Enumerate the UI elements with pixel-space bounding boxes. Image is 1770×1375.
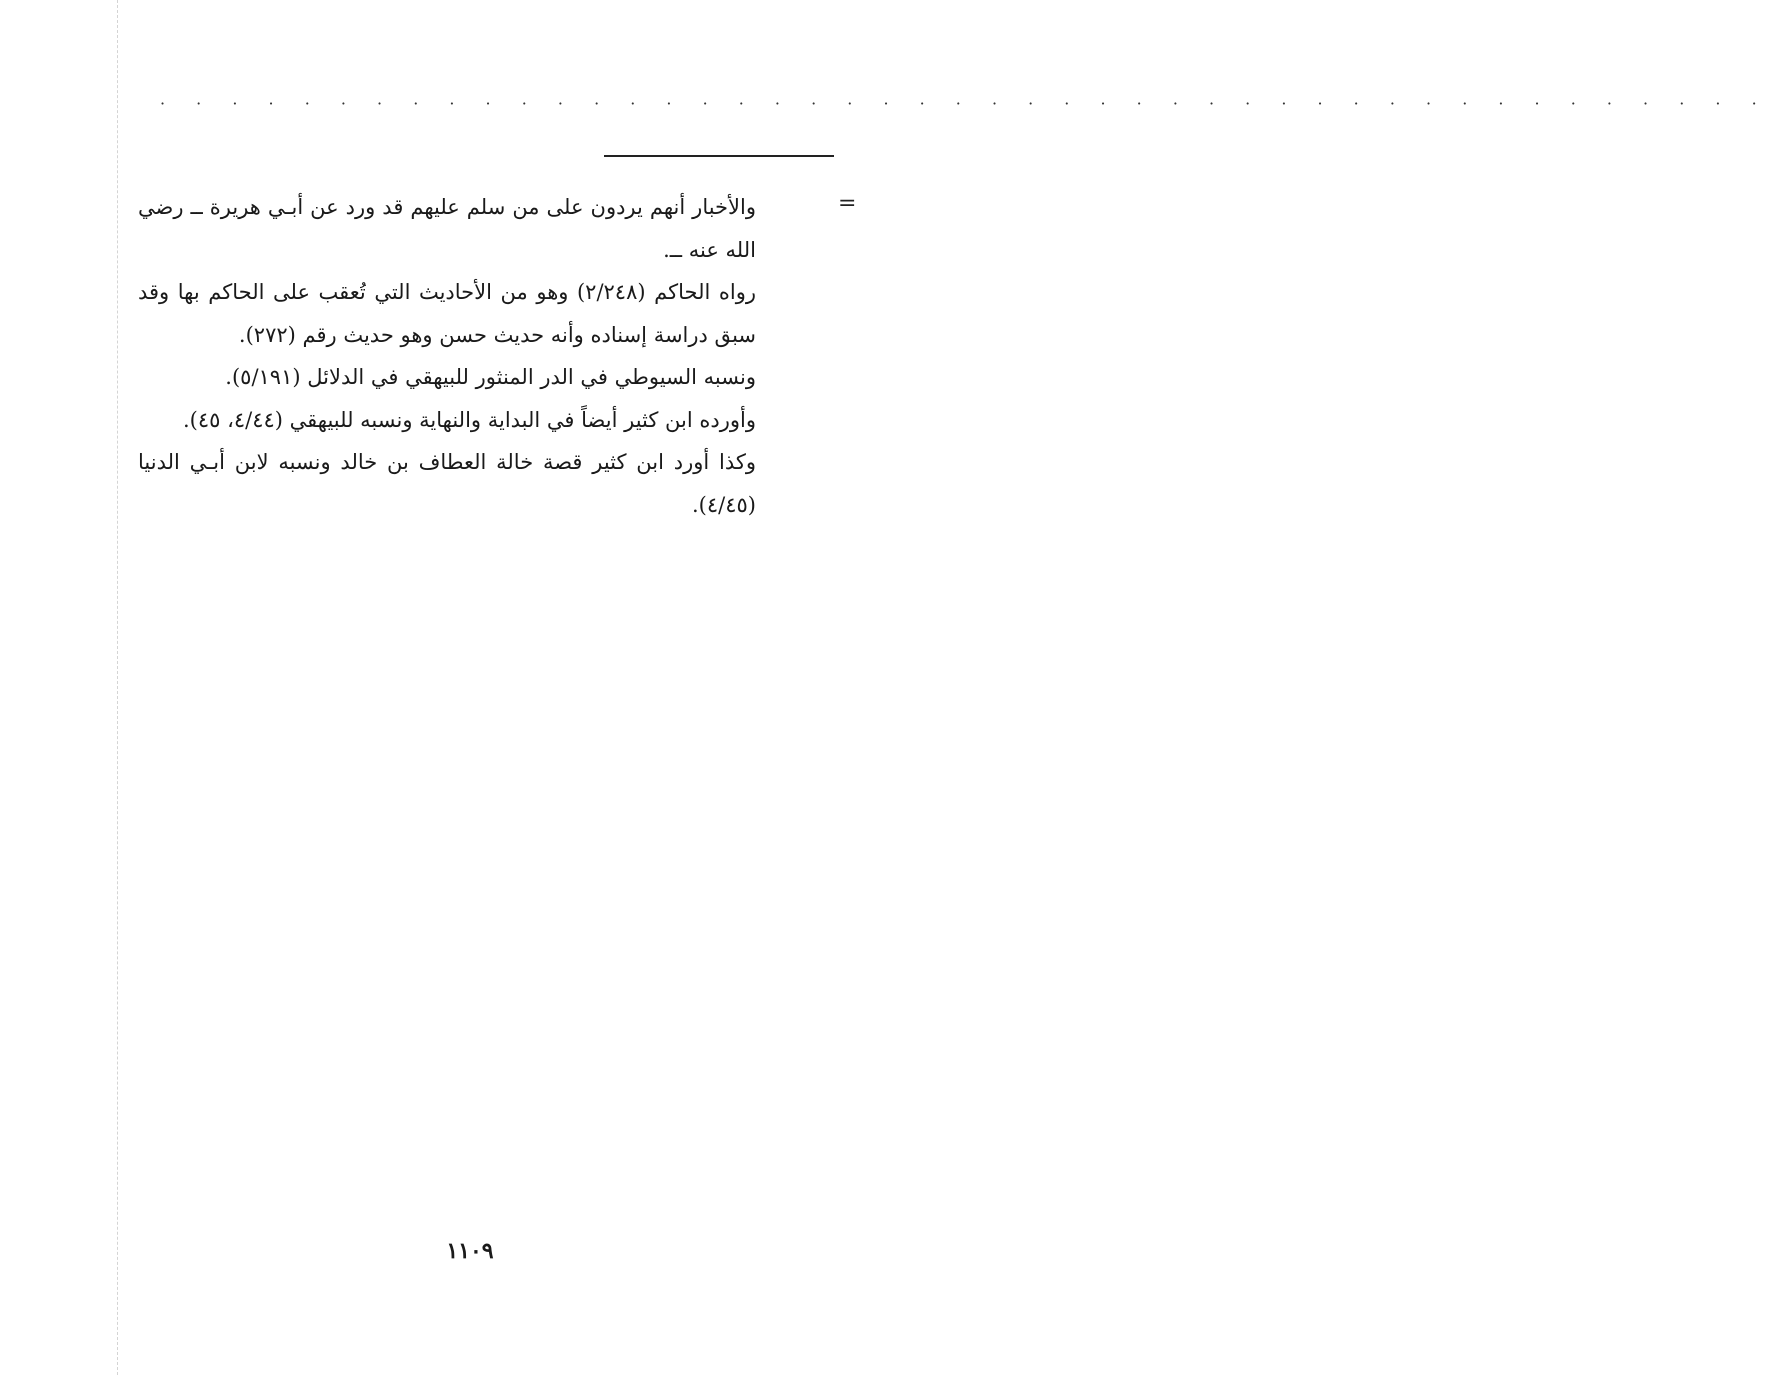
footnote-text bbox=[138, 186, 756, 526]
footnote-paragraph: والأخبار أنهم يردون على من سلم عليهم قد ورد عن أبـي هريرة ــ رضي الله عنه ــ. bbox=[138, 195, 756, 262]
footnote-continuation-mark: = bbox=[838, 191, 857, 216]
dotted-separator: · · · · · · · · · · · · · · · · · · · · · · · · · · · · · · · · · · · · · · · · · · · · · bbox=[160, 94, 1770, 113]
footnote-paragraph: رواه الحاكم (٢/٢٤٨) وهو من الأحاديث التي تُعقب على الحاكم بها وقد سبق دراسة إسناده وأنه حديث حسن وهو حديث رقم (٢٧٢). bbox=[138, 280, 756, 347]
footnote-paragraph: وكذا أورد ابن كثير قصة خالة العطاف بن خالد ونسبه لابن أبـي الدنيا (٤/٤٥). bbox=[138, 450, 756, 517]
scan-edge-line bbox=[117, 0, 118, 1375]
page-number: ١١٠٩ bbox=[446, 1238, 494, 1264]
footnote-separator-rule bbox=[604, 155, 834, 157]
footnote-paragraph: ونسبه السيوطي في الدر المنثور للبيهقي في الدلائل (٥/١٩١). bbox=[225, 365, 756, 389]
footnote-paragraph: وأورده ابن كثير أيضاً في البداية والنهاية ونسبه للبيهقي (٤/٤٤، ٤٥). bbox=[182, 407, 756, 432]
